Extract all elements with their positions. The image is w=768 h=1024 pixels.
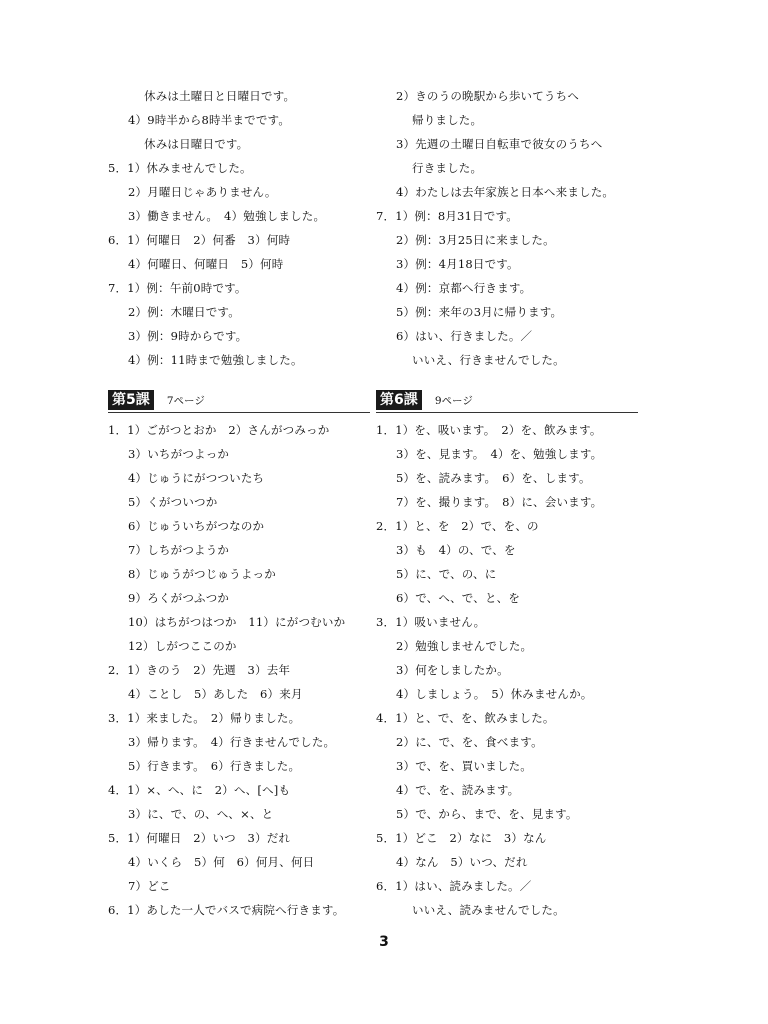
answer-line: 4）いくら 5）何 6）何月、何日: [128, 855, 315, 869]
answer-line: 1．1）を、吸います。 2）を、飲みます。: [376, 423, 602, 437]
answer-line: 4）何曜日、何曜日 5）何時: [128, 257, 284, 271]
answer-line: 4）じゅうにがつついたち: [128, 471, 265, 485]
page-number: 3: [379, 934, 389, 950]
answer-line: 5）くがついつか: [128, 495, 218, 509]
answer-line: 3）先週の土曜日自転車で彼女のうちへ: [396, 137, 603, 151]
answer-line: 休みは土曜日と日曜日です。: [144, 89, 296, 103]
answer-line: 3．1）来ました。 2）帰りました。: [108, 711, 301, 725]
answer-line: 6．1）はい、読みました。／: [376, 879, 532, 893]
answer-line: 3）いちがつよっか: [128, 447, 230, 461]
answer-line: 5）例：来年の3月に帰ります。: [396, 305, 563, 319]
answer-line: 3）も 4）の、で、を: [396, 543, 516, 557]
lesson-5-header: [108, 390, 370, 413]
answer-line: 2．1）きのう 2）先週 3）去年: [108, 663, 291, 677]
answer-line: 4）例：京都へ行きます。: [396, 281, 532, 295]
answer-line: 2）月曜日じゃありません。: [128, 185, 277, 199]
answer-line: 4）わたしは去年家族と日本へ来ました。: [396, 185, 615, 199]
answer-line: 帰りました。: [412, 113, 483, 127]
answer-line: 5）に、で、の、に: [396, 567, 497, 581]
answer-line: 4）9時半から8時半までです。: [128, 113, 291, 127]
answer-line: 2）例：木曜日です。: [128, 305, 240, 319]
lesson-6-badge: 第6課: [376, 390, 422, 410]
answer-line: 3）例：4月18日です。: [396, 257, 519, 271]
answer-line: 5）で、から、まで、を、見ます。: [396, 807, 578, 821]
answer-line: 4）ことし 5）あした 6）来月: [128, 687, 303, 701]
answer-line: 4．1）と、で、を、飲みました。: [376, 711, 555, 725]
answer-line: 7．1）例：8月31日です。: [376, 209, 518, 223]
answer-line: 4）しましょう。 5）休みませんか。: [396, 687, 593, 701]
lesson-5-badge: 第5課: [108, 390, 154, 410]
answer-line: 4）で、を、読みます。: [396, 783, 520, 797]
lesson-6-page-ref: 9ページ: [434, 395, 473, 407]
answer-line: 3）に、で、の、へ、×、と: [128, 807, 274, 821]
answer-line: 5．1）休みませんでした。: [108, 161, 252, 175]
answer-line: 休みは日曜日です。: [144, 137, 249, 151]
answer-line: 3）働きません。 4）勉強しました。: [128, 209, 326, 223]
answer-line: 6）じゅういちがつなのか: [128, 519, 265, 533]
answer-line: 12）しがつここのか: [128, 639, 237, 653]
answer-line: 7．1）例：午前0時です。: [108, 281, 247, 295]
left-column-top: [108, 84, 373, 372]
answer-line: 2）きのうの晩駅から歩いてうちへ: [396, 89, 580, 103]
answer-line: 6）で、へ、で、と、を: [396, 591, 521, 605]
answer-line: 2）例：3月25日に来ました。: [396, 233, 555, 247]
answer-line: 行きました。: [412, 161, 483, 175]
answer-line: 3）何をしましたか。: [396, 663, 509, 677]
answer-line: 7）どこ: [128, 879, 171, 893]
answer-line: 6．1）あした一人でバスで病院へ行きます。: [108, 903, 345, 917]
answer-line: 2）に、で、を、食べます。: [396, 735, 543, 749]
answer-line: 7）しちがつようか: [128, 543, 230, 557]
answer-line: 7）を、撮ります。 8）に、会います。: [396, 495, 603, 509]
left-column-bottom: [108, 418, 373, 922]
answer-line: 3）帰ります。 4）行きませんでした。: [128, 735, 336, 749]
answer-line: 1．1）ごがつとおか 2）さんがつみっか: [108, 423, 330, 437]
answer-line: 6．1）何曜日 2）何番 3）何時: [108, 233, 291, 247]
answer-line: 3）例：9時からです。: [128, 329, 248, 343]
answer-line: 3．1）吸いません。: [376, 615, 486, 629]
answer-line: 3）を、見ます。 4）を、勉強します。: [396, 447, 603, 461]
answer-line: いいえ、行きませんでした。: [412, 353, 565, 367]
right-column-top: [376, 84, 641, 372]
answer-line: 10）はちがつはつか 11）にがつむいか: [128, 615, 346, 629]
answer-line: 5．1）何曜日 2）いつ 3）だれ: [108, 831, 291, 845]
answer-line: 4）なん 5）いつ、だれ: [396, 855, 528, 869]
answer-line: 4．1）×、へ、に 2）へ、[へ]も: [108, 783, 291, 797]
answer-line: 3）で、を、買いました。: [396, 759, 532, 773]
answer-line: 2．1）と、を 2）で、を、の: [376, 519, 539, 533]
answer-line: 8）じゅうがつじゅうよっか: [128, 567, 276, 581]
right-column-bottom: [376, 418, 641, 922]
answer-line: 5）行きます。 6）行きました。: [128, 759, 301, 773]
answer-line: 6）はい、行きました。／: [396, 329, 533, 343]
answer-line: 2）勉強しませんでした。: [396, 639, 533, 653]
answer-line: いいえ、読みませんでした。: [412, 903, 565, 917]
lesson-5-page-ref: 7ページ: [166, 395, 205, 407]
answer-line: 9）ろくがつふつか: [128, 591, 230, 605]
answer-line: 5．1）どこ 2）なに 3）なん: [376, 831, 547, 845]
lesson-6-header: [376, 390, 638, 413]
answer-line: 5）を、読みます。 6）を、します。: [396, 471, 591, 485]
answer-line: 4）例：11時まで勉強しました。: [128, 353, 303, 367]
